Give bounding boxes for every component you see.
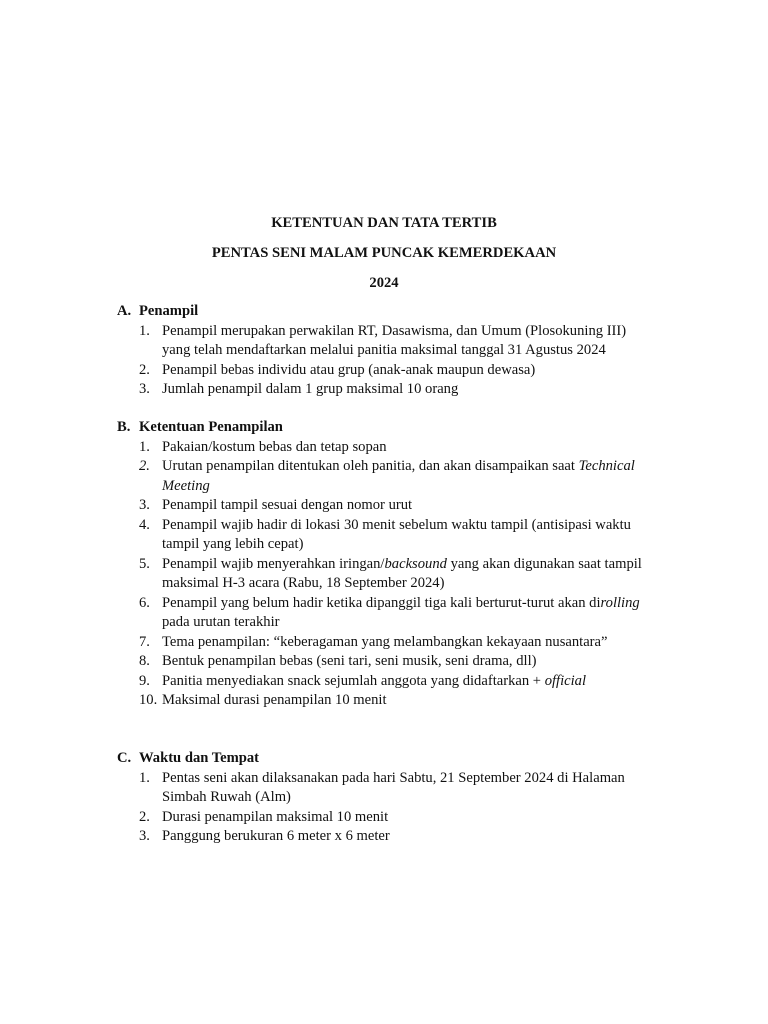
document-subtitle: PENTAS SENI MALAM PUNCAK KEMERDEKAAN [211,245,557,261]
section-heading: B. Ketentuan Penampilan [117,419,283,435]
list-item: 5. Penampil wajib menyerahkan iringan/backsound yang akan digunakan saat tampil maksimal H-3 acara (Rabu, 18 September 2024) [139,555,642,591]
list-item: 7. Tema penampilan: “keberagaman yang melambangkan kekayaan nusantara” [139,633,608,650]
list-item: 2. Penampil bebas individu atau grup (anak-anak maupun dewasa) [139,361,536,378]
document-year: 2024 [369,275,399,291]
section-penampil [117,302,697,400]
list-item: 9. Panitia menyediakan snack sejumlah anggota yang didaftarkan + official [139,672,587,689]
list-item: 1. Penampil merupakan perwakilan RT, Dasawisma, dan Umum (Plosokuning III) yang telah mendaftarkan melalui panitia maksimal tanggal 31 Agustus 2024 [139,322,627,358]
list-item: 3. Panggung berukuran 6 meter x 6 meter [139,828,390,844]
list-item: 10. Maksimal durasi penampilan 10 menit [139,692,387,708]
document-title: KETENTUAN DAN TATA TERTIB [271,215,497,231]
list-item: 2. Durasi penampilan maksimal 10 menit [139,808,389,825]
section-heading: C. Waktu dan Tempat [117,750,260,766]
section-heading: A. Penampil [117,303,199,319]
list-item: 6. Penampil yang belum hadir ketika dipanggil tiga kali berturut-turut akan dirolling pada urutan terakhir [139,594,640,630]
list-item: 3. Penampil tampil sesuai dengan nomor urut [139,497,413,513]
list-item: 4. Penampil wajib hadir di lokasi 30 menit sebelum waktu tampil (antisipasi waktu tampil yang lebih cepat) [139,516,631,552]
list-item: 2. Urutan penampilan ditentukan oleh panitia, dan akan disampaikan saat Technical Meeting [139,458,635,494]
section-waktu-dan-tempat [117,749,697,847]
list-item: 1. Pentas seni akan dilaksanakan pada hari Sabtu, 21 September 2024 di Halaman Simbah Ruwah (Alm) [139,769,625,805]
list-item: 8. Bentuk penampilan bebas (seni tari, seni musik, seni drama, dll) [139,653,537,669]
list-item: 3. Jumlah penampil dalam 1 grup maksimal 10 orang [139,381,459,397]
list-item: 1. Pakaian/kostum bebas dan tetap sopan [139,438,387,455]
section-ketentuan-penampilan [117,418,697,711]
